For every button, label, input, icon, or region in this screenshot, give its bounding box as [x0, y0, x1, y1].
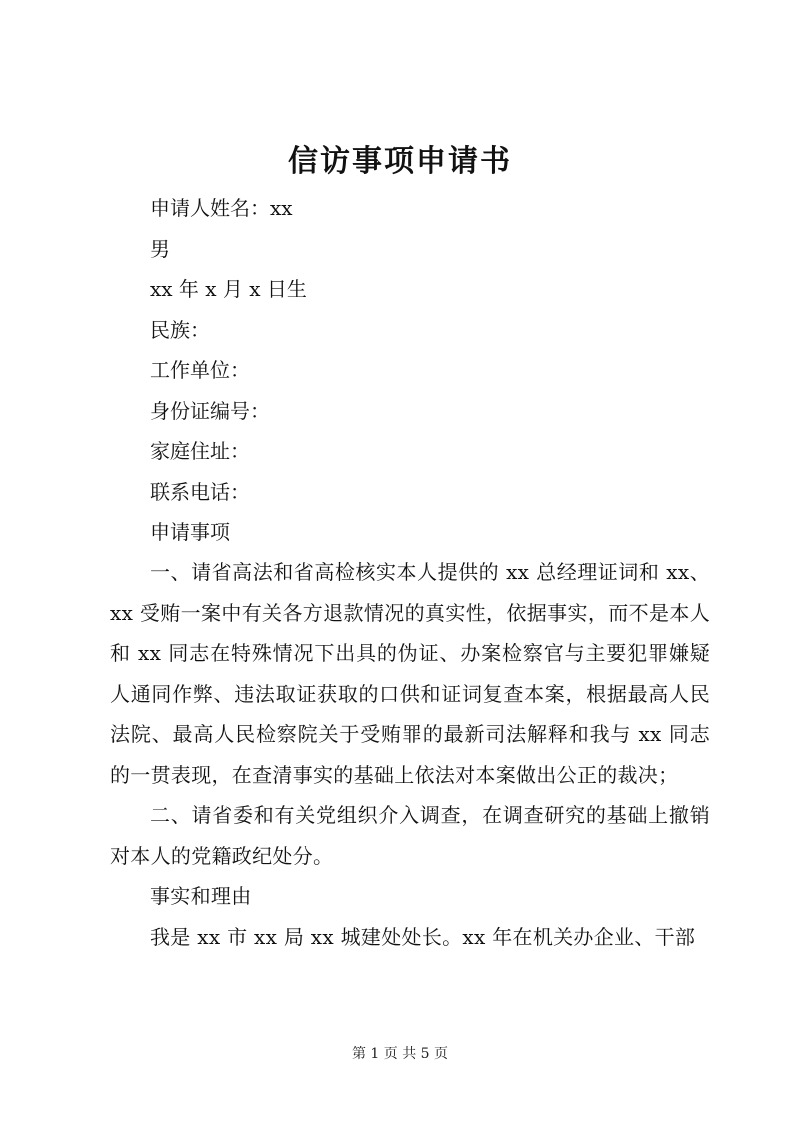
id-number-line: 身份证编号： [150, 398, 270, 423]
document-title: 信访事项申请书 [288, 144, 512, 179]
work-unit-line: 工作单位： [150, 358, 250, 382]
request-items-heading: 申请事项 [150, 520, 230, 544]
request-item-2: 二、请省委和有关党组织介入调查，在调查研究的基础上撤销对本人的党籍政纪处分。 [110, 803, 710, 868]
facts-paragraph: 我是 xx 市 xx 局 xx 城建处处长。xx 年在机关办企业、干部 [150, 924, 696, 949]
facts-and-reasons-heading: 事实和理由 [150, 884, 252, 908]
phone-line: 联系电话： [150, 479, 250, 504]
gender-line: 男 [150, 236, 170, 261]
applicant-info-list [150, 188, 307, 553]
applicant-name-line: 申请人姓名：xx [150, 196, 293, 220]
ethnicity-line: 民族： [150, 317, 210, 342]
home-address-line: 家庭住址： [150, 439, 250, 463]
request-item-1: 一、请省高法和省高检核实本人提供的 xx 总经理证词和 xx、xx 受贿一案中有关各方退款情况的真实性，依据事实，而不是本人和 xx 同志在特殊情况下出具的伪证、办案检察官与主要犯罪嫌疑人通同作弊、违法取证获取的口供和证词复查本案，根据最高人民法院、最高人民检察院关于受贿罪的最新司法解释和我与 xx 同志的一贯表现，在查清事实的基础上依法对本案做出公正的裁决； [110, 560, 710, 787]
birth-date-line: xx 年 x 月 x 日生 [150, 277, 307, 301]
page-footer: 第 1 页 共 5 页 [351, 1046, 449, 1062]
document-body [110, 552, 710, 957]
